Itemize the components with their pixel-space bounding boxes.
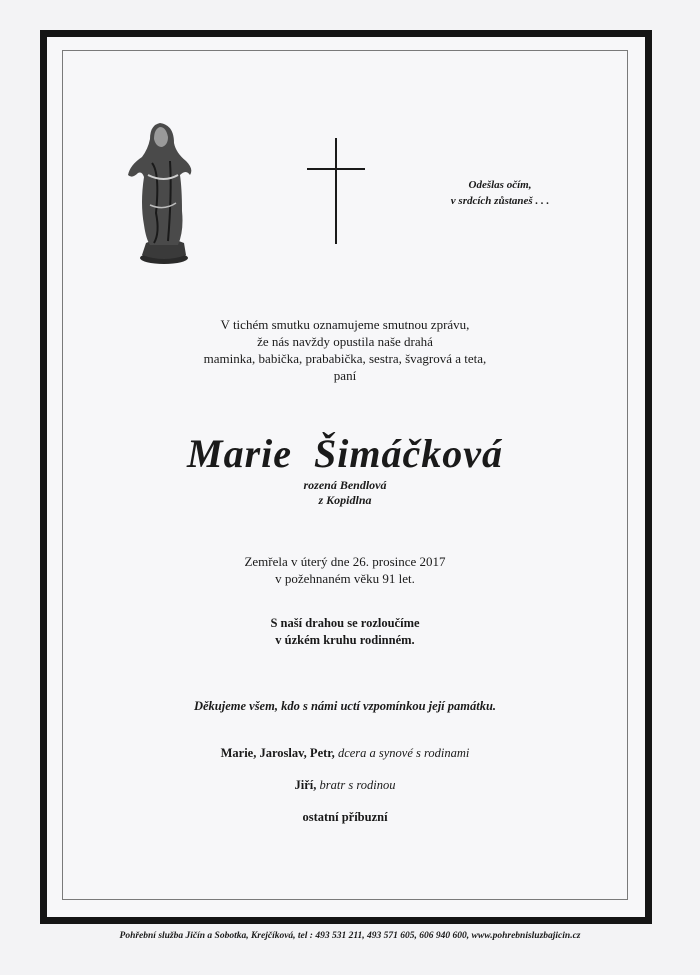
deceased-name: Marie Šimáčková	[187, 431, 503, 476]
maiden-name: rozená Bendlová	[303, 478, 387, 492]
death-age-line: v požehnaném věku 91 let.	[275, 571, 415, 586]
announcement-text	[62, 316, 628, 384]
family-children-names: Marie, Jaroslav, Petr,	[220, 746, 335, 760]
announcement-line-3: maminka, babička, prababička, sestra, švagrová a teta,	[203, 351, 487, 366]
memorial-motto	[430, 177, 570, 209]
origin: z Kopidlna	[318, 493, 372, 507]
family-brother-relation: bratr s rodinou	[319, 778, 396, 792]
death-date-line: Zemřela v úterý dne 26. prosince 2017	[244, 554, 446, 569]
family-row-relatives: ostatní příbuzní	[302, 810, 388, 824]
motto-line-1: Odešlas očím,	[468, 179, 532, 191]
family-row-children	[62, 745, 628, 761]
announcement-line-4: paní	[333, 368, 357, 383]
deceased-details	[62, 478, 628, 508]
latin-cross-icon	[305, 136, 367, 246]
family-children-relation: dcera a synové s rodinami	[337, 746, 470, 760]
farewell-line-2: v úzkém kruhu rodinném.	[275, 633, 415, 647]
madonna-statue-icon	[120, 113, 200, 268]
family-brother-name: Jiří,	[294, 778, 317, 792]
announcement-line-2: že nás navždy opustila naše drahá	[257, 334, 433, 349]
announcement-line-1: V tichém smutku oznamujeme smutnou zprávu,	[220, 317, 470, 332]
death-info	[62, 553, 628, 587]
funeral-service-footer: Pohřební služba Jičín a Sobotka, Krejčíková, tel : 493 531 211, 493 571 605, 606 940 600, www.pohrebnisluzbajicin.cz	[119, 931, 581, 941]
family-row-brother	[62, 777, 628, 793]
motto-line-2: v srdcích zůstaneš . . .	[450, 195, 550, 207]
thanks-line: Děkujeme všem, kdo s námi uctí vzpomínkou její památku.	[193, 699, 497, 713]
farewell-line-1: S naší drahou se rozloučíme	[270, 616, 420, 630]
farewell-info	[62, 615, 628, 649]
